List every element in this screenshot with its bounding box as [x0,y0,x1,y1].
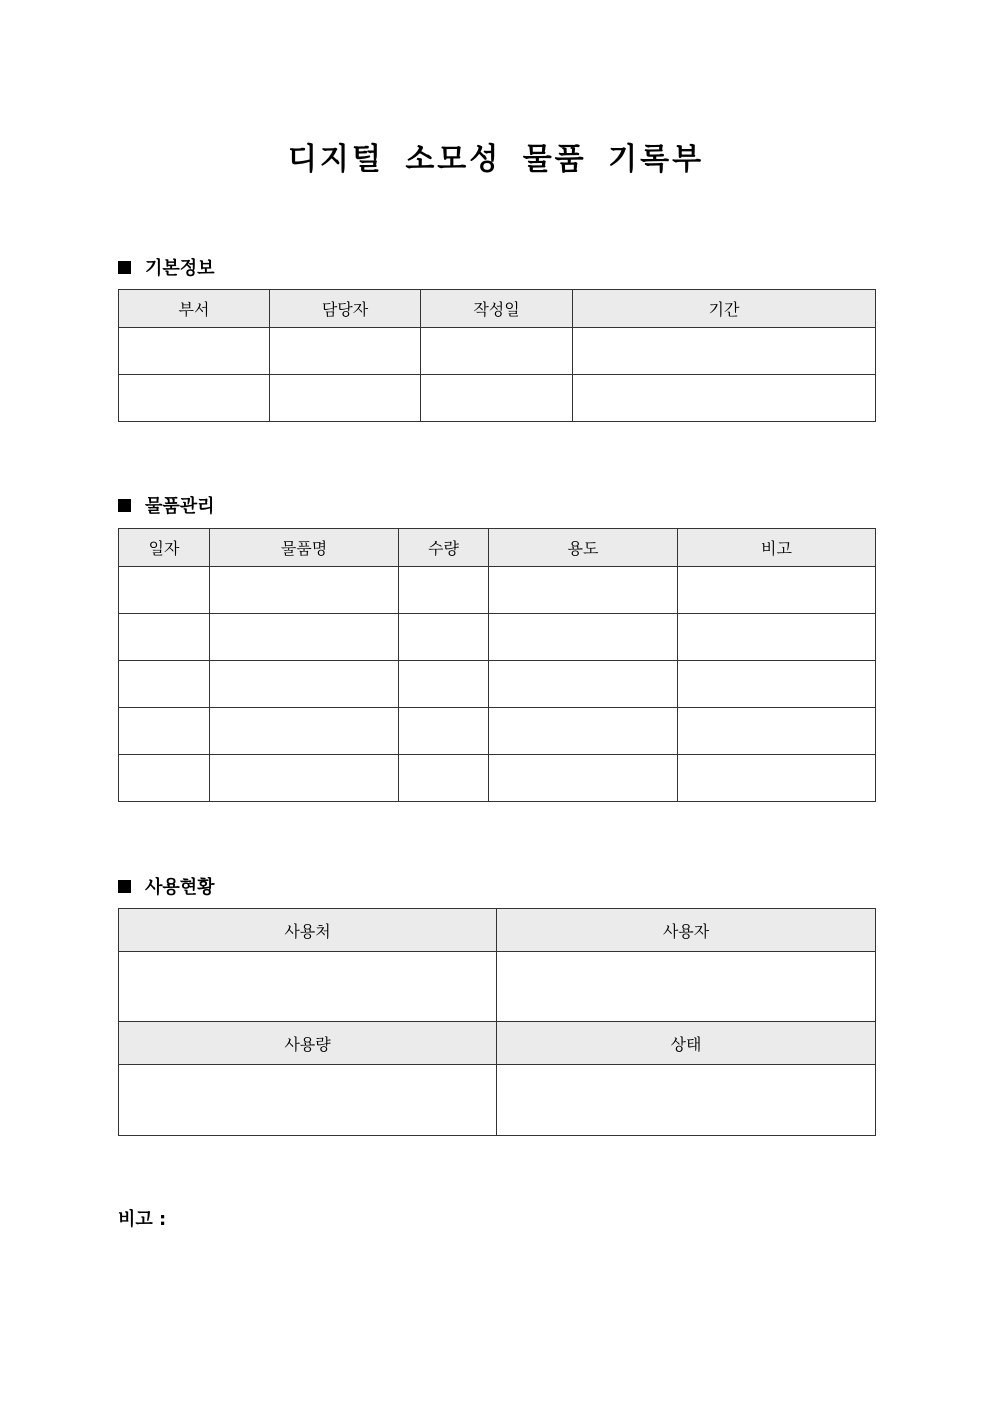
header-date-written: 작성일 [421,290,573,328]
item-name-cell[interactable] [210,755,399,802]
header-status: 상태 [497,1022,876,1065]
quantity-cell[interactable] [399,614,489,661]
note-cell[interactable] [678,614,876,661]
date-written-cell[interactable] [421,375,573,422]
usage-amount-cell[interactable] [119,1065,497,1136]
purpose-cell[interactable] [489,567,678,614]
document-title: 디지털 소모성 물품 기록부 [287,142,705,177]
section-label: 물품관리 [145,496,215,517]
table-row [119,708,876,755]
purpose-cell[interactable] [489,661,678,708]
date-cell[interactable] [119,755,210,802]
item-name-cell[interactable] [210,661,399,708]
user-cell[interactable] [497,952,876,1022]
date-cell[interactable] [119,708,210,755]
section-title-item-management [118,492,215,518]
status-cell[interactable] [497,1065,876,1136]
header-note: 비고 [678,529,876,567]
header-usage-place: 사용처 [119,909,497,952]
header-quantity: 수량 [399,529,489,567]
section-label: 사용현황 [145,877,215,898]
table-row [119,661,876,708]
quantity-cell[interactable] [399,708,489,755]
date-cell[interactable] [119,567,210,614]
header-date: 일자 [119,529,210,567]
quantity-cell[interactable] [399,567,489,614]
item-management-table [118,528,876,802]
header-manager: 담당자 [270,290,421,328]
table-row [119,755,876,802]
usage-status-table [118,908,876,1136]
purpose-cell[interactable] [489,755,678,802]
header-item-name: 물품명 [210,529,399,567]
header-user: 사용자 [497,909,876,952]
note-cell[interactable] [678,708,876,755]
quantity-cell[interactable] [399,661,489,708]
item-name-cell[interactable] [210,708,399,755]
department-cell[interactable] [119,328,270,375]
date-cell[interactable] [119,614,210,661]
usage-place-cell[interactable] [119,952,497,1022]
table-row [119,567,876,614]
date-written-cell[interactable] [421,328,573,375]
purpose-cell[interactable] [489,708,678,755]
header-usage-amount: 사용량 [119,1022,497,1065]
manager-cell[interactable] [270,375,421,422]
header-department: 부서 [119,290,270,328]
table-row [119,614,876,661]
square-bullet-icon [118,261,131,274]
manager-cell[interactable] [270,328,421,375]
section-label: 기본정보 [145,258,215,279]
item-name-cell[interactable] [210,567,399,614]
quantity-cell[interactable] [399,755,489,802]
square-bullet-icon [118,499,131,512]
table-row [119,328,876,375]
table-row [119,375,876,422]
remark-label: 비고 : [118,1209,167,1230]
basic-info-table [118,289,876,422]
item-name-cell[interactable] [210,614,399,661]
section-title-basic-info [118,254,215,280]
note-cell[interactable] [678,567,876,614]
square-bullet-icon [118,880,131,893]
date-cell[interactable] [119,661,210,708]
table-row [119,1065,876,1136]
period-cell[interactable] [573,328,876,375]
purpose-cell[interactable] [489,614,678,661]
section-title-usage-status [118,873,215,899]
header-period: 기간 [573,290,876,328]
header-purpose: 용도 [489,529,678,567]
note-cell[interactable] [678,755,876,802]
note-cell[interactable] [678,661,876,708]
table-row [119,952,876,1022]
department-cell[interactable] [119,375,270,422]
period-cell[interactable] [573,375,876,422]
